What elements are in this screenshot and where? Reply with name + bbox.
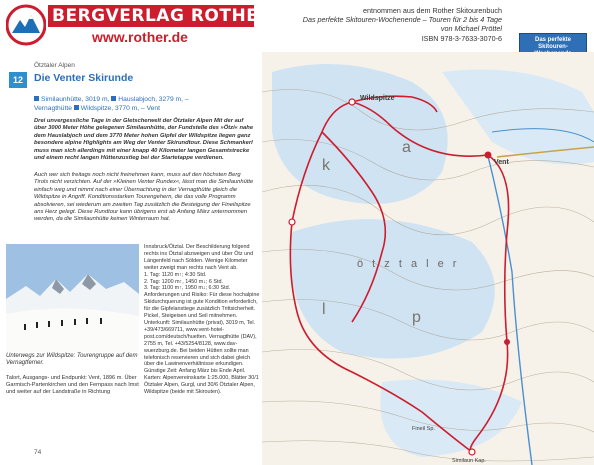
brand-url[interactable]: www.rother.de [92,29,188,45]
route-map [262,52,594,465]
map-label-vent: Vent [494,159,509,166]
mountain-photo-image [6,244,139,352]
map-letter-l: l [322,301,326,318]
map-letter-a: a [402,139,411,156]
rother-logo-icon [6,3,46,47]
info-maps: Karten: Alpenvereinskarte 1:25.000, Blätter 30/1 Ötztaler Alpen, Gurgl, und 30/6 Ötztaler Alpen, Wildspitze (beide mit Skirouten). [144,375,259,396]
map-label-similaun: Similaun Kap. [452,458,486,464]
tour-photo [6,244,139,352]
info-day-1: 1. Tag: 1120 m↑; 4:30 Std. [144,271,207,278]
intro-text: Drei unvergessliche Tage in der Gletscherwelt der Ötztaler Alpen Mit der auf über 3000 Meter Höhe gelegenen Similaunhütte, der Fundstelle des »Ötzi« nahe dem Hauslabjoch und dem 3770 Meter hohen Gipfel der Wildspitze liegen ganz besondere alpine Highlights am Weg der Venter Skirundtour. Diese Schmankerl muss man sich allerdings mit einer knapp 40 Kilometer langen Gesamtstrecke und einem recht langen Hüttenzustieg bei der Startetappe verdienen. [34,118,254,162]
talort-text: Talort, Ausgangs- und Endpunkt: Vent, 1896 m. Über Garmisch-Partenkirchen und den Fernpass nach Imst und weiter auf der Landstraße in Richtung [6,375,139,395]
map-label-otztaler: ö t z t a l e r [357,258,460,270]
body-text: Auch wer sich freitags noch nicht freinehmen kann, muss auf den höchsten Berg Tirols nicht verzichten. Auf der »Kleinen Venter Rundex«, lässt man die Similaunhütte einfach weg und nimmt nach einer Übernachtung in der Vernagthütte gleich die Wildspitze in Angriff. Konditionsstarken Tourengehern, die das volle Programm absolvieren, sei wiederum am zweiten Tag zusätzlich die Besteigung der Fineilspitze ans Herz gelegt. Diese Rundtour kann übrigens erst ab Anfang März unternommen werden, da die Similaunhütte keinen Winterraum hat. [34,172,254,223]
isbn: ISBN 978-3-7633-3070-6 [421,33,502,43]
route-line-1b: Hauslabjoch, 3279 m, – [118,96,189,103]
region-label: Ötztaler Alpen [34,62,75,69]
map-label-fineil: Fineil Sp. [412,426,435,432]
info-day-3: 3. Tag: 1100 m↑, 1950 m↓; 6:30 Std. [144,285,231,292]
cover-title: Das perfekte Skitouren- [534,37,572,50]
info-risk: Anforderungen und Risiko: Für diese hochalpine Skidurchquerung ist gute Kondition erforderlich, für die Gipfelanstiege zusätzlich Trittsicherheit. Pickel, Steigeisen und Seil mitnehmen. [144,292,260,320]
route-line-1: Similaunhütte, 3019 m, [41,96,112,103]
info-accommodation: Unterkunft: Similaunhütte (privat), 3019 m, Tel. +39/473/669711, www.vent-hotel-post.com/deutsch/huetten. Vernagthütte (DAV), 2755 m, Tel. +43/5254/8128, www.dav-wuerzburg.de. Bei beiden Hütten sollte man telefonisch reservieren und sich dabei gleich über die Lawinenverhältnisse erkundigen. [144,319,257,368]
map-letter-p: p [412,309,421,326]
route-line-2: Vernagthütte [34,104,72,112]
info-paragraph: Innsbruck/Ötztal. Der Beschilderung folgend rechts ins Ötztal abzweigen und über Ötz und Längenfeld nach Sölden. Wenige Kilometer weiter zweigt man rechts nach Vent ab. [144,244,254,271]
book-info [303,6,502,43]
topographic-map-image [262,52,594,465]
map-letter-k: k [322,157,330,174]
info-day-2: 2. Tag: 1200 m↑, 1450 m↓; 6 Std. [144,278,224,285]
tour-number-badge: 12 [9,72,27,88]
info-season: Günstige Zeit: Anfang März bis Ende April. [144,368,246,375]
route-summary [34,96,256,113]
tour-title: Die Venter Skirunde [34,72,134,84]
guide-page [0,52,262,465]
pass-icon [111,96,116,101]
photo-caption: Unterwegs zur Wildspitze: Tourengruppe auf dem Vernagtferner. [6,353,138,367]
book-title: Das perfekte Skitouren-Wochenende – Touren für 2 bis 4 Tage [302,15,502,25]
source-line: entnommen aus dem Rother Skitourenbuch [362,6,502,15]
author: von Michael Pröttel [440,24,502,34]
route-line-2b: Wildspitze, 3770 m, – Vent [80,104,160,112]
hut-icon [34,96,39,101]
map-label-wildspitze: Wildspitze [360,95,395,102]
page-number: 74 [34,449,42,456]
brand-name: BERGVERLAG ROTHER [52,6,272,26]
tour-info-column [144,244,260,396]
publisher-header [0,0,594,50]
summit-icon [74,105,79,110]
